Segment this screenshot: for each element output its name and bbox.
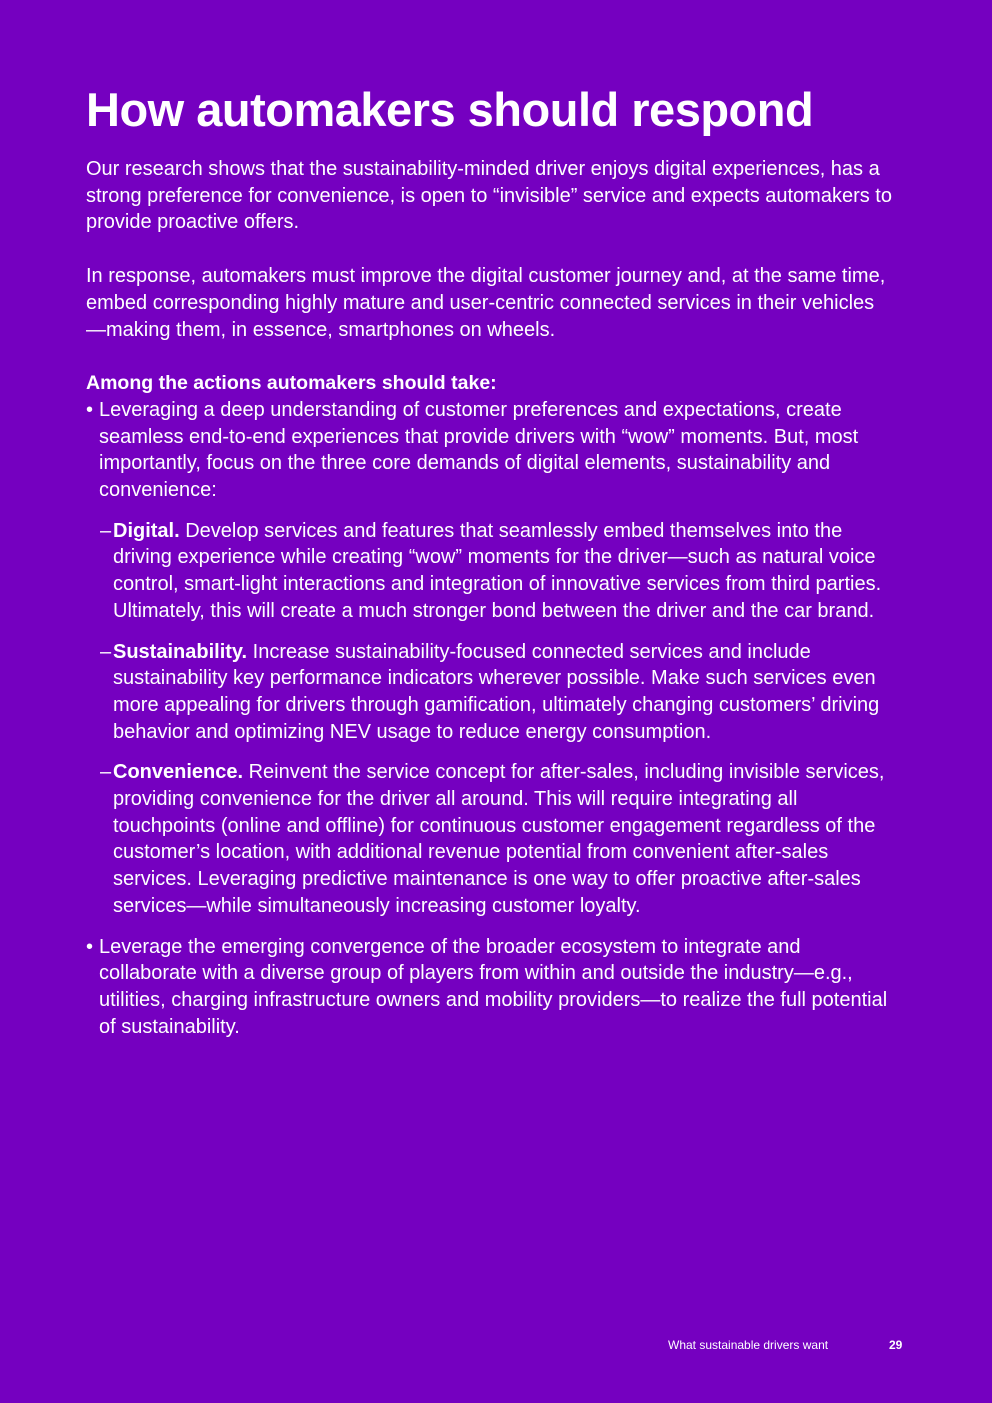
sub-item-label: Digital. xyxy=(113,519,180,542)
bullet-text: Leveraging a deep understanding of customer preferences and expectations, create seamless end-to-end experiences that provide drivers with “wow” moments. But, most importantly, focus on the three core demands of digital elements, sustainability and convenience: xyxy=(99,398,859,502)
actions-heading: Among the actions automakers should take: xyxy=(86,372,497,395)
bullet-item-1 xyxy=(86,397,892,504)
bullet-marker: • xyxy=(86,398,94,421)
page-heading: How automakers should respond xyxy=(86,83,814,136)
intro-paragraph-2: In response, automakers must improve the digital customer journey and, at the same time, embed corresponding highly mature and user-centric connected services in their vehicles—making them, in essence, smartphones on wheels. xyxy=(86,265,886,341)
dash-marker: – xyxy=(100,640,112,663)
sub-item-label: Sustainability. xyxy=(113,640,248,663)
bullet-marker: • xyxy=(86,935,94,958)
bullet-text: Leverage the emerging convergence of the broader ecosystem to integrate and collaborate with a diverse group of players from within and outside the industry—e.g., utilities, charging infrastructure owners and mobility providers—to realize the full potential of sustainability. xyxy=(99,935,888,1038)
page-content xyxy=(86,84,892,1040)
sub-item-text: Reinvent the service concept for after-sales, including invisible services, providing convenience for the driver all around. This will require integrating all touchpoints (online and offline) for continuous customer engagement regardless of the customer’s location, with additional revenue potential from convenient after-sales services. Leveraging predictive maintenance is one way to offer proactive after-sales services—while simultaneously increasing customer loyalty. xyxy=(113,761,885,917)
sub-item-text: Increase sustainability-focused connected services and include sustainability key performance indicators wherever possible. Make such services even more appealing for drivers through gamification, ultimately changing customers’ driving behavior and optimizing NEV usage to reduce energy consumption. xyxy=(113,640,880,743)
intro-paragraph-1: Our research shows that the sustainability-minded driver enjoys digital experiences, has a strong preference for convenience, is open to “invisible” service and expects automakers to provide proactive offers. xyxy=(86,158,892,234)
sub-item-sustainability xyxy=(100,639,892,746)
bullet-item-2 xyxy=(86,934,892,1041)
sub-item-convenience xyxy=(100,759,892,919)
dash-marker: – xyxy=(100,761,112,784)
sub-item-label: Convenience. xyxy=(113,761,244,784)
page-number: 29 xyxy=(889,1338,903,1352)
sub-item-text: Develop services and features that seamlessly embed themselves into the driving experience while creating “wow” moments for the driver—such as natural voice control, smart-light interactions and integration of innovative services from third parties. Ultimately, this will create a much stronger bond between the driver and the car brand. xyxy=(113,519,882,622)
sub-item-digital xyxy=(100,518,892,625)
dash-marker: – xyxy=(100,519,112,542)
footer-title: What sustainable drivers want xyxy=(668,1338,829,1352)
demands-list xyxy=(100,518,892,920)
